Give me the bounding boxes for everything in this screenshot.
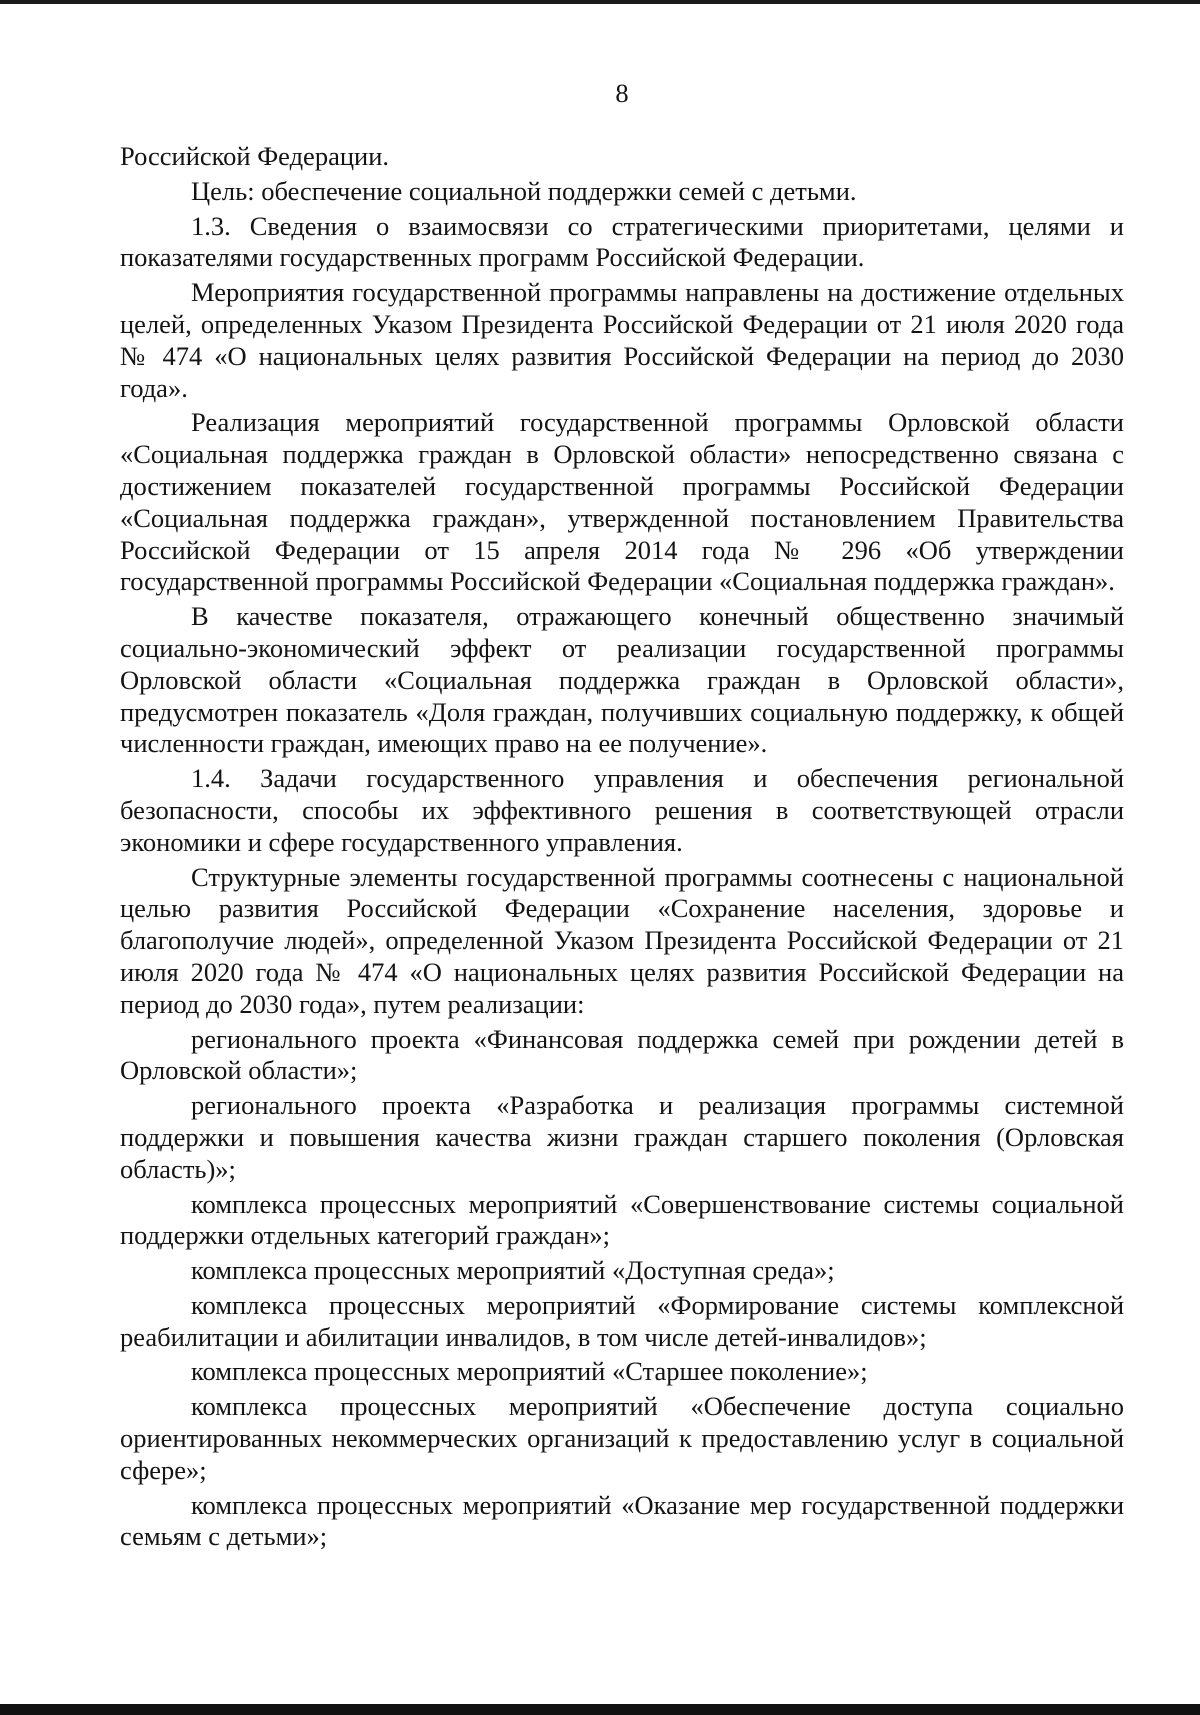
paragraph-13: комплекса процессных мероприятий «Старшее поколение»; [191,1356,868,1387]
paragraph-4: Реализация мероприятий государственной программы Орловской области «Социальная поддержка граждан в Орловской области» непосредственно связана с достижением показателей государственной программы Российской Федерации «Социальная поддержка граждан», утвержденной постановлением Правительства Российской Федерации от 15 апреля 2014 года № 296 «Об утверждении государственной программы Российской Федерации «Социальная поддержка граждан». [120,407,1124,597]
paragraph-7: Структурные элементы государственной программы соотнесены с национальной целью развития Российской Федерации «Сохранение населения, здоровье и благополучие людей», определенной Указом Президента Российской Федерации от 21 июля 2020 года № 474 «О национальных целях развития Российской Федерации на период до 2030 года», путем реализации: [120,861,1124,1019]
paragraph-14: комплекса процессных мероприятий «Обеспечение доступа социально ориентированных некоммерческих организаций к предоставлению услуг в социальной сфере»; [120,1391,1124,1485]
paragraph-11: комплекса процессных мероприятий «Доступная среда»; [191,1255,835,1286]
scan-top-edge [0,0,1200,4]
document-body [120,141,1124,1553]
paragraph-6: 1.4. Задачи государственного управления и обеспечения региональной безопасности, способы их эффективного решения в соответствующей отрасли экономики и сфере государственного управления. [120,763,1124,857]
paragraph-0: Российской Федерации. [120,141,389,171]
paragraph-1: Цель: обеспечение социальной поддержки семей с детьми. [191,175,857,206]
paragraph-10: комплекса процессных мероприятий «Совершенствование системы социальной поддержки отдельных категорий граждан»; [120,1188,1124,1251]
paragraph-2: 1.3. Сведения о взаимосвязи со стратегическими приоритетами, целями и показателями государственных программ Российской Федерации. [120,210,1124,273]
paragraph-9: регионального проекта «Разработка и реализация программы системной поддержки и повышения качества жизни граждан старшего поколения (Орловская область)»; [120,1090,1124,1184]
paragraph-15: комплекса процессных мероприятий «Оказание мер государственной поддержки семьям с детьми»; [120,1489,1124,1552]
paragraph-5: В качестве показателя, отражающего конечный общественно значимый социально-экономический эффект от реализации государственной программы Орловской области «Социальная поддержка граждан в Орловской области», предусмотрен показатель «Доля граждан, получивших социальную поддержку, к общей численности граждан, имеющих право на ее получение». [120,601,1124,759]
scan-bottom-edge [0,1704,1200,1715]
paragraph-8: регионального проекта «Финансовая поддержка семей при рождении детей в Орловской области»; [120,1023,1124,1086]
paragraph-3: Мероприятия государственной программы направлены на достижение отдельных целей, определенных Указом Президента Российской Федерации от 21 июля 2020 года № 474 «О национальных целях развития Российской Федерации на период до 2030 года». [120,277,1124,403]
paragraph-12: комплекса процессных мероприятий «Формирование системы комплексной реабилитации и абилитации инвалидов, в том числе детей-инвалидов»; [120,1289,1124,1352]
page-number: 8 [615,78,629,108]
